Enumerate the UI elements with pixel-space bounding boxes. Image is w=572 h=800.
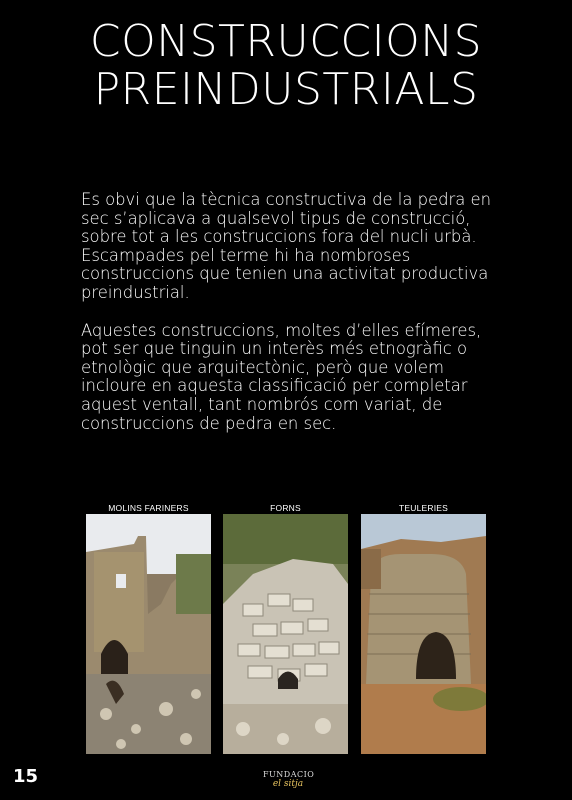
photo-teuleries (361, 502, 486, 514)
photo-forns (223, 502, 348, 514)
photo-caption: TEULERIES (398, 503, 449, 513)
page-title (0, 18, 572, 114)
tile-works-image (361, 514, 486, 754)
logo-text-bottom: el sitja (272, 779, 304, 789)
title-line-1: CONSTRUCCIONS (89, 16, 483, 67)
body-text (81, 191, 496, 452)
paragraph-1: Es obvi que la tècnica constructiva de la pedra en sec s’aplicava a qualsevol tipus de construcció, sobre tot a les construccions fora del nucli urbà. Escampades pel terme hi ha nombroses construccions que tenien una activitat productiva preindustrial. (81, 190, 491, 302)
paragraph-2: Aquestes construccions, moltes d’elles efímeres, pot ser que tinguin un interès més etnogràfic o etnològic que arquitectònic, però que volem incloure en aquesta classificació per completar aquest ventall, tant nombrós com variat, de construccions de pedra en sec. (81, 320, 482, 433)
fundacio-logo (263, 770, 313, 789)
photo-molins-fariners (86, 502, 211, 514)
kiln-image (223, 514, 348, 754)
mill-ruin-image (86, 514, 211, 754)
photo-caption: MOLINS FARINERS (108, 503, 189, 513)
logo-text-top: FUNDACIO (263, 770, 315, 779)
title-line-2: PREINDUSTRIALS (93, 64, 479, 115)
page-number: 15 (13, 766, 39, 787)
photo-caption: FORNS (270, 503, 301, 513)
photo-gallery (86, 502, 486, 754)
